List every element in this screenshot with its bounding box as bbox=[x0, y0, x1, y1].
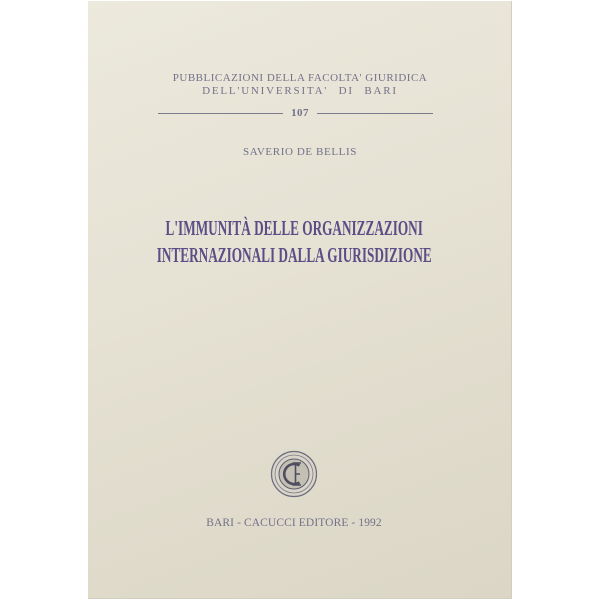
series-name-line2: DELL'UNIVERSITA' DI BARI bbox=[202, 85, 398, 97]
book-title-line1-text: L'IMMUNITÀ DELLE ORGANIZZAZIONI bbox=[165, 216, 423, 240]
publisher-imprint: BARI - CACUCCI EDITORE - 1992 bbox=[206, 517, 382, 529]
series-number: 107 bbox=[291, 107, 309, 119]
book-title-line1 bbox=[0, 214, 588, 242]
publisher-seal-icon bbox=[270, 450, 318, 498]
book-title-line2 bbox=[0, 241, 588, 269]
book-title-line2-text: INTERNAZIONALI DALLA GIURISDIZIONE bbox=[156, 243, 432, 267]
series-name-line1: PUBBLICAZIONI DELLA FACOLTA' GIURIDICA bbox=[172, 72, 428, 84]
author-name: SAVERIO DE BELLIS bbox=[243, 146, 357, 158]
